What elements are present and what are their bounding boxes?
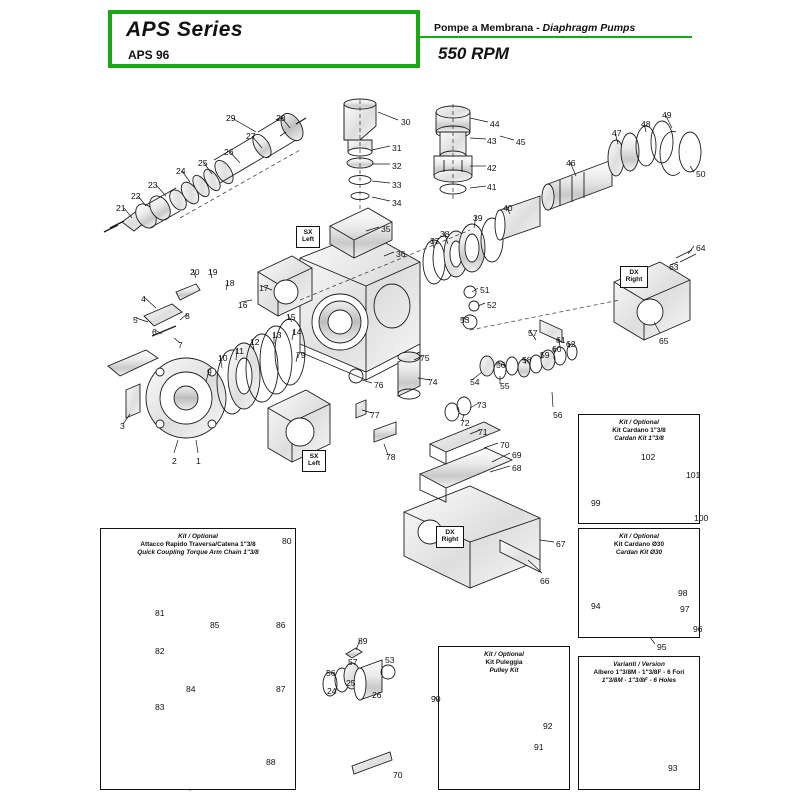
callout-number: 98 [678, 588, 688, 598]
callout-number: 77 [370, 410, 380, 420]
callout-number: 56 [553, 410, 563, 420]
callout-number: 92 [543, 721, 553, 731]
callout-number: 101 [686, 470, 701, 480]
callout-number: 45 [516, 137, 526, 147]
callout-number: 30 [401, 117, 411, 127]
callout-number: 13 [272, 330, 282, 340]
callout-number: 70 [500, 440, 510, 450]
callout-number: 18 [225, 278, 235, 288]
callout-number: 72 [460, 418, 470, 428]
callout-number: 84 [186, 684, 196, 694]
pump-head-group [108, 284, 330, 462]
callout-number: 17 [259, 283, 269, 293]
callout-number: 29 [226, 113, 236, 123]
callout-number: 26 [224, 147, 234, 157]
kit-title-pulley [439, 647, 569, 675]
tag-dx-right-top [620, 266, 648, 288]
callout-number: 99 [591, 498, 601, 508]
kit-title-shaft-versions [579, 657, 699, 685]
callout-number: 79 [296, 350, 306, 360]
kit-line-0: Varianti / Version [613, 661, 665, 668]
kit-box-torque-arm [100, 528, 296, 790]
callout-number: 34 [392, 198, 402, 208]
callout-number: 19 [208, 267, 218, 277]
callout-number: 31 [392, 143, 402, 153]
callout-number: 86 [276, 620, 286, 630]
callout-number: 26 [372, 690, 382, 700]
callout-number: 20 [190, 267, 200, 277]
callout-number: 3 [120, 421, 125, 431]
callout-number: 7 [178, 340, 183, 350]
callout-number: 59 [540, 350, 550, 360]
callout-number: 48 [641, 119, 651, 129]
callout-number: 56 [496, 360, 506, 370]
callout-number: 39 [473, 213, 483, 223]
callout-number: 37 [430, 236, 440, 246]
callout-number: 62 [566, 339, 576, 349]
callout-number: 55 [500, 381, 510, 391]
model-code: APS 96 [128, 48, 170, 62]
callout-number: 70 [393, 770, 403, 780]
kit-line-1: Albero 1"3/8M - 1"3/8F - 6 Fori [593, 669, 685, 676]
tag-line2: Left [307, 460, 321, 468]
tag-sx-left-top [296, 226, 320, 248]
callout-number: 75 [420, 353, 430, 363]
callout-number: 54 [470, 377, 480, 387]
callout-number: 22 [131, 191, 141, 201]
callout-number: 83 [155, 702, 165, 712]
callout-number: 71 [478, 427, 488, 437]
callout-number: 27 [246, 131, 256, 141]
callout-number: 44 [490, 119, 500, 129]
callout-number: 52 [487, 300, 497, 310]
kit-title-cardan-b [579, 529, 699, 557]
callout-number: 15 [286, 312, 296, 322]
callout-number: 57 [348, 657, 358, 667]
callout-number: 100 [694, 513, 709, 523]
callout-number: 87 [276, 684, 286, 694]
kit-line-1: Kit Cardano Ø30 [613, 541, 665, 548]
callout-number: 43 [487, 136, 497, 146]
callout-number: 1 [196, 456, 201, 466]
callout-number: 14 [292, 327, 302, 337]
callout-number: 81 [155, 608, 165, 618]
callout-number: 67 [556, 539, 566, 549]
callout-number: 12 [250, 337, 260, 347]
callout-number: 21 [116, 203, 126, 213]
callout-number: 50 [696, 169, 706, 179]
tag-line1: SX [303, 229, 313, 236]
callout-number: 25 [346, 678, 356, 688]
callout-number: 6 [152, 327, 157, 337]
callout-number: 2 [172, 456, 177, 466]
callout-number: 16 [238, 300, 248, 310]
small-parts-group [463, 286, 577, 379]
kit-line-1: Attacco Rapido Traversa/Catena 1"3/8 [140, 541, 256, 548]
kit-title-torque-arm [101, 529, 295, 557]
callout-number: 36 [396, 249, 406, 259]
callout-number: 9 [207, 367, 212, 377]
callout-number: 35 [381, 224, 391, 234]
right-cover-group [614, 250, 696, 340]
callout-number: 91 [534, 742, 544, 752]
input-shaft-group [104, 110, 308, 232]
kit-line-2: Quick Coupling Torque Arm Chain 1"3/8 [137, 549, 259, 556]
callout-number: 60 [552, 344, 562, 354]
callout-number: 74 [428, 377, 438, 387]
callout-number: 46 [566, 158, 576, 168]
kit-line-1: Kit Cardano 1"3/8 [612, 427, 666, 434]
callout-number: 40 [503, 203, 513, 213]
callout-number: 78 [386, 452, 396, 462]
kit-line-0: Kit / Optional [178, 533, 218, 540]
callout-number: 85 [210, 620, 220, 630]
callout-number: 32 [392, 161, 402, 171]
kit-line-2: Pulley Kit [489, 667, 519, 674]
callout-number: 56 [326, 668, 336, 678]
callout-number: 96 [693, 624, 703, 634]
callout-number: 97 [680, 604, 690, 614]
callout-number: 24 [327, 686, 337, 696]
callout-number: 28 [276, 113, 286, 123]
tag-sx-left-bottom [302, 450, 326, 472]
callout-number: 88 [266, 757, 276, 767]
tag-line2: Left [301, 236, 315, 244]
tag-dx-right-bottom [436, 526, 464, 548]
callout-number: 11 [235, 346, 244, 356]
callout-number: 94 [591, 601, 601, 611]
callout-number: 66 [540, 576, 550, 586]
kit-line-2: 1"3/8M - 1"3/8F - 6 Holes [601, 677, 677, 684]
subtitle-it: Pompe a Membrana [434, 22, 534, 34]
kit-89-contents [323, 648, 395, 774]
callout-number: 24 [176, 166, 186, 176]
callout-number: 58 [522, 355, 532, 365]
series-title: APS Series [126, 18, 244, 41]
tag-line2: Right [441, 536, 459, 544]
subtitle-en: Diaphragm Pumps [542, 22, 636, 34]
kit-title-cardan-a [579, 415, 699, 443]
callout-number: 42 [487, 163, 497, 173]
pump-body-group [258, 208, 420, 380]
callout-number: 95 [657, 642, 667, 652]
callout-number: 10 [218, 353, 228, 363]
callout-number: 73 [477, 400, 487, 410]
callout-number: 53 [385, 655, 395, 665]
kit-line-0: Kit / Optional [619, 419, 659, 426]
callout-number: 90 [431, 694, 441, 704]
callout-number: 41 [487, 182, 497, 192]
callout-number: 76 [374, 380, 384, 390]
rpm-value: 550 RPM [438, 44, 509, 63]
kit-box-shaft-versions [578, 656, 700, 790]
subtitle-sep: - [533, 22, 543, 34]
bearing-seal-group [423, 196, 540, 284]
tag-line2: Right [625, 276, 643, 284]
tag-line1: DX [445, 529, 455, 536]
callout-number: 64 [696, 243, 706, 253]
callout-number: 47 [612, 128, 622, 138]
callout-number: 63 [669, 262, 679, 272]
kit-line-2: Cardan Kit 1"3/8 [614, 435, 664, 442]
callout-number: 61 [556, 335, 566, 345]
callout-number: 102 [641, 452, 656, 462]
callout-number: 69 [512, 450, 522, 460]
kit-box-cardan-30 [578, 528, 700, 638]
callout-number: 89 [358, 636, 368, 646]
callout-number: 53 [460, 315, 470, 325]
callout-number: 68 [512, 463, 522, 473]
callout-number: 8 [185, 311, 190, 321]
callout-number: 33 [392, 180, 402, 190]
callout-number: 5 [133, 315, 138, 325]
callout-number: 80 [282, 536, 292, 546]
kit-box-pulley [438, 646, 570, 790]
callout-number: 57 [528, 328, 538, 338]
callout-number: 38 [440, 229, 450, 239]
callout-number: 4 [141, 294, 146, 304]
callout-number: 93 [668, 763, 678, 773]
kit-line-0: Kit / Optional [484, 651, 524, 658]
callout-number: 49 [662, 110, 672, 120]
tag-line1: SX [309, 453, 319, 460]
callout-number: 65 [659, 336, 669, 346]
tag-line1: DX [629, 269, 639, 276]
kit-line-0: Kit / Optional [619, 533, 659, 540]
callout-number: 82 [155, 646, 165, 656]
kit-line-1: Kit Puleggia [485, 659, 523, 666]
kit-line-2: Cardan Kit Ø30 [615, 549, 663, 556]
callout-number: 51 [480, 285, 490, 295]
callout-number: 25 [198, 158, 208, 168]
callout-number: 23 [148, 180, 158, 190]
